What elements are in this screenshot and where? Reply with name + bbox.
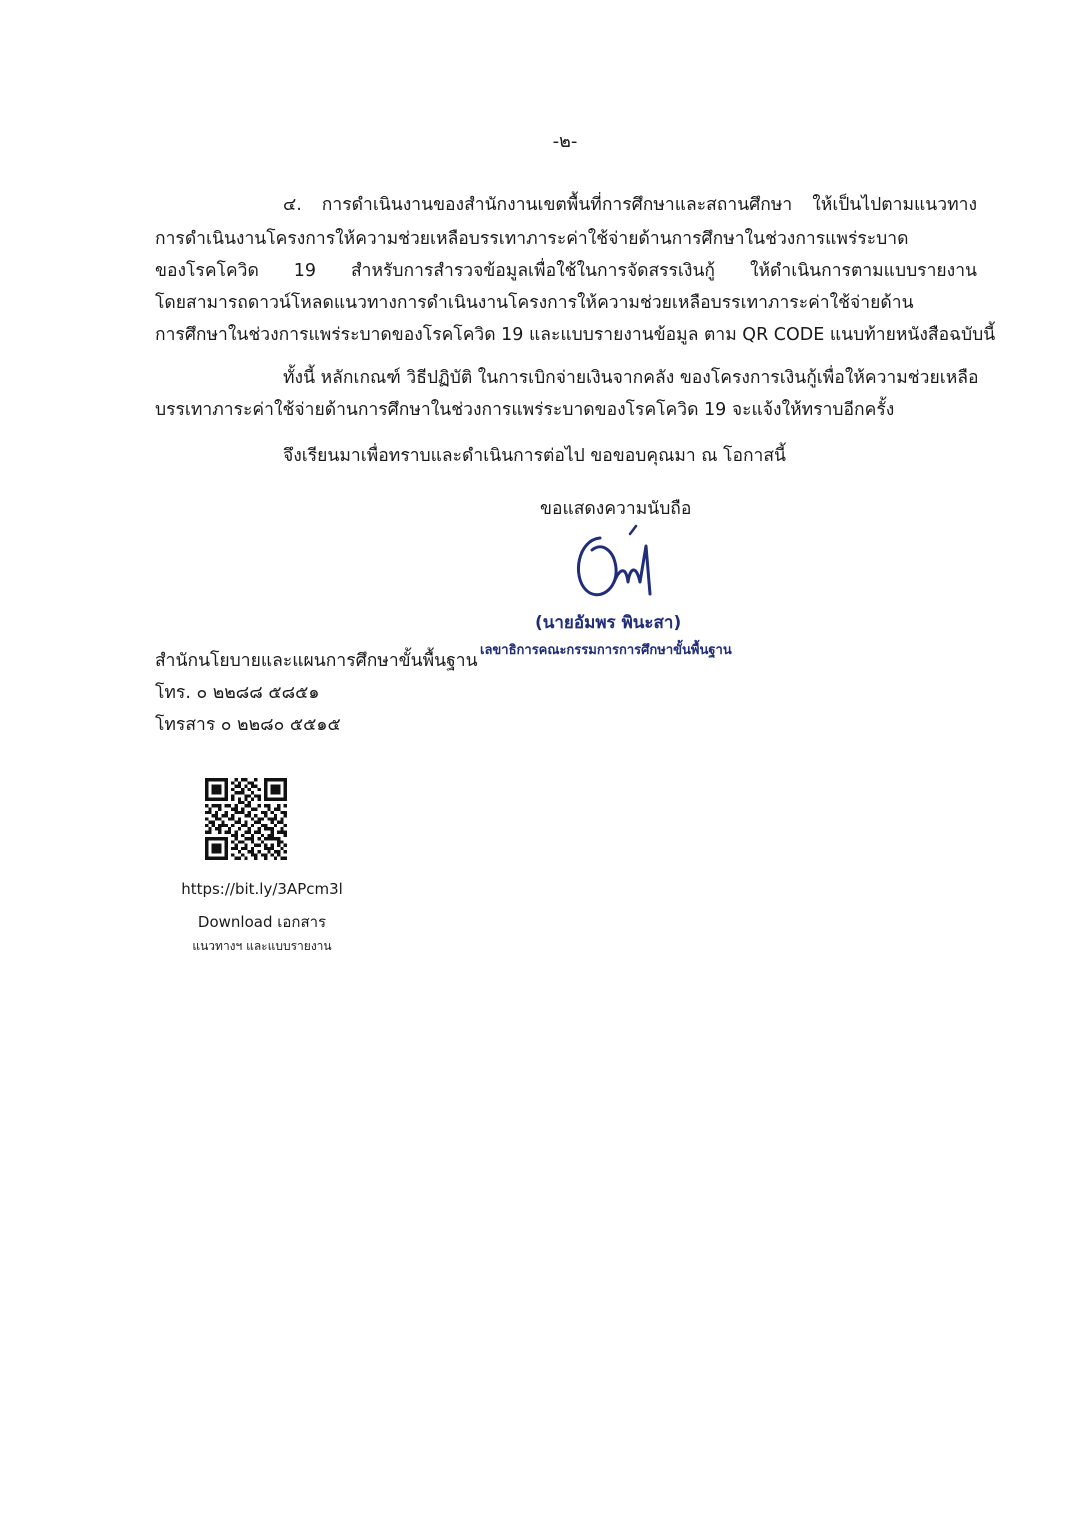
office-telephone: โทร. ๐ ๒๒๘๘ ๕๘๕๑ xyxy=(155,683,320,703)
signer-name: (นายอัมพร พินะสา) xyxy=(535,613,682,633)
paragraph-1-line-2: การดำเนินงานโครงการให้ความช่วยเหลือบรรเทาภาระค่าใช้จ่ายด้านการศึกษาในช่วงการแพร่ระบาด xyxy=(155,229,909,249)
qr-download-label: Download เอกสาร xyxy=(197,913,327,931)
paragraph-3: จึงเรียนมาเพื่อทราบและดำเนินการต่อไป ขอขอบคุณมา ณ โอกาสนี้ xyxy=(283,446,787,466)
paragraph-2-line-1: ทั้งนี้ หลักเกณฑ์ วิธีปฏิบัติ ในการเบิกจ่ายเงินจากคลัง ของโครงการเงินกู้เพื่อให้ความช่วยเหลือ xyxy=(283,368,979,388)
office-name: สำนักนโยบายและแผนการศึกษาขั้นพื้นฐาน xyxy=(155,651,478,671)
qr-description: แนวทางฯ และแบบรายงาน xyxy=(192,939,332,953)
handwritten-signature xyxy=(570,524,690,608)
paragraph-1-line-5: การศึกษาในช่วงการแพร่ระบาดของโรคโควิด 19 และแบบรายงานข้อมูล ตาม QR CODE แนบท้ายหนังสือฉบับนี้ xyxy=(155,325,996,345)
qr-url-link[interactable]: https://bit.ly/3APcm3l xyxy=(181,880,343,898)
paragraph-1-line-4: โดยสามารถดาวน์โหลดแนวทางการดำเนินงานโครงการให้ความช่วยเหลือบรรเทาภาระค่าใช้จ่ายด้าน xyxy=(155,293,914,313)
paragraph-1-line-3: ของโรคโควิด 19 สำหรับการสำรวจข้อมูลเพื่อใช้ในการจัดสรรเงินกู้ ให้ดำเนินการตามแบบรายงาน xyxy=(155,261,977,281)
signer-title: เลขาธิการคณะกรรมการการศึกษาขั้นพื้นฐาน xyxy=(480,643,732,658)
page-number: -๒- xyxy=(552,131,578,152)
paragraph-1-line-1: ๔. การดำเนินงานของสำนักงานเขตพื้นที่การศึกษาและสถานศึกษา ให้เป็นไปตามแนวทาง xyxy=(283,195,977,215)
paragraph-2-line-2: บรรเทาภาระค่าใช้จ่ายด้านการศึกษาในช่วงการแพร่ระบาดของโรคโควิด 19 จะแจ้งให้ทราบอีกครั้ง xyxy=(155,400,895,420)
qr-code xyxy=(205,778,287,860)
closing-salutation: ขอแสดงความนับถือ xyxy=(540,499,692,519)
office-fax: โทรสาร ๐ ๒๒๘๐ ๕๕๑๕ xyxy=(155,715,341,735)
